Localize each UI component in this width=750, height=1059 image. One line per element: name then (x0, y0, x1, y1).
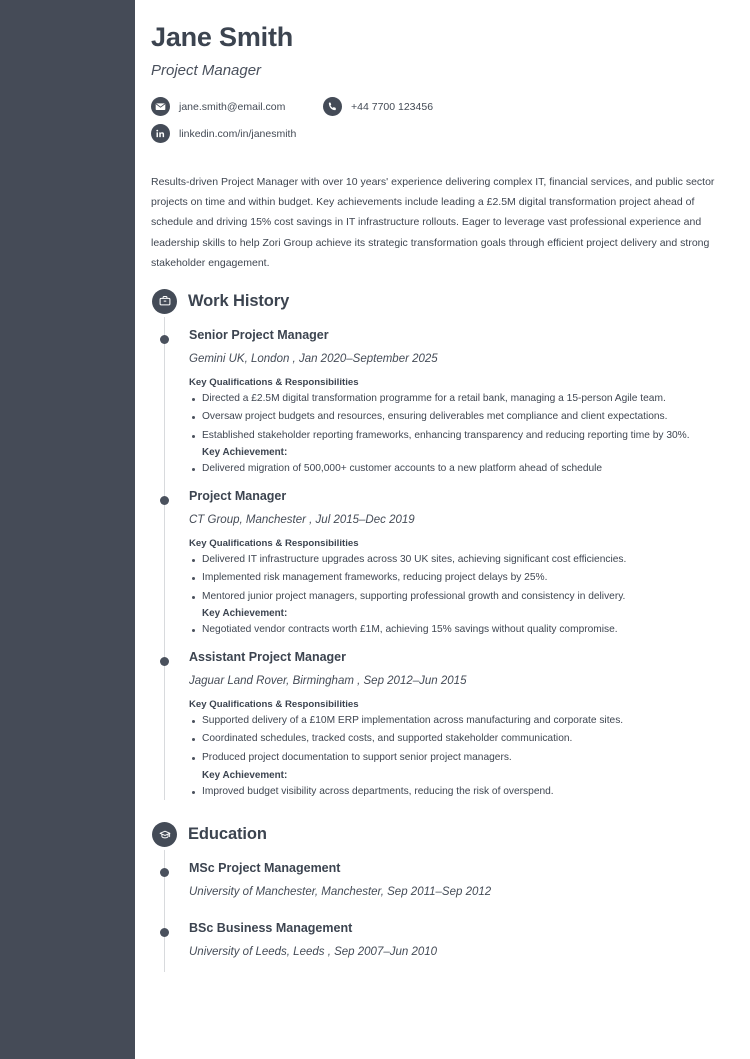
work-entry (165, 317, 738, 478)
work-entry (165, 480, 738, 639)
contact-phone-text: +44 7700 123456 (351, 100, 434, 113)
timeline-dot (160, 657, 169, 666)
bullet-item: Mentored junior project managers, supporting professional growth and consistency in delivery. (189, 589, 738, 606)
job-meta: CT Group, Manchester , Jul 2015–Dec 2019 (189, 513, 415, 526)
bullet-item: Established stakeholder reporting frameworks, enhancing transparency and reducing reporting time by 30%. (189, 428, 738, 445)
bullet-item: Produced project documentation to support senior project managers. (189, 750, 738, 767)
degree-meta: University of Leeds, Leeds , Sep 2007–Jun 2010 (189, 946, 438, 959)
job-title: Assistant Project Manager (189, 649, 346, 664)
contact-email-text: jane.smith@email.com (179, 100, 286, 113)
timeline-dot (160, 496, 169, 505)
contact-linkedin[interactable] (151, 124, 296, 143)
bullet-item: Delivered IT infrastructure upgrades across 30 UK sites, achieving significant cost efficiencies. (189, 552, 738, 569)
education-timeline (164, 850, 738, 972)
job-achievements (189, 784, 738, 801)
professional-summary: Results-driven Project Manager with over 10 years' experience delivering complex IT, financial services, and public sector projects on time and within budget. Key achievements include leading a £2.5M digital transformation project ahead of schedule and driving 15% cost savings in IT infrastructure rollouts. Eager to leverage vast professional experience and leadership skills to help Zori Group achieve its strategic transformation goals through efficient project delivery and strong stakeholder engagement. (151, 176, 715, 269)
qualifications-label: Key Qualifications & Responsibilities (189, 537, 359, 549)
achievement-label: Key Achievement: (202, 769, 288, 781)
bullet-item: Supported delivery of a £10M ERP implementation across manufacturing and corporate sites. (189, 713, 738, 730)
candidate-name: Jane Smith (151, 22, 294, 52)
job-bullets (189, 391, 738, 445)
bullet-item: Oversaw project budgets and resources, ensuring deliverables met compliance and client expectations. (189, 409, 738, 426)
degree-title: BSc Business Management (189, 921, 353, 936)
contact-phone[interactable] (323, 97, 433, 116)
work-history-header (151, 289, 738, 314)
job-meta: Gemini UK, London , Jan 2020–September 2025 (189, 352, 438, 365)
section-education (151, 822, 738, 972)
job-title: Senior Project Manager (189, 327, 329, 342)
degree-meta: University of Manchester, Manchester, Sep 2011–Sep 2012 (189, 886, 492, 899)
contact-list (151, 97, 738, 143)
bullet-item: Negotiated vendor contracts worth £1M, achieving 15% savings without quality compromise. (189, 622, 738, 639)
resume-header (151, 22, 738, 143)
job-meta: Jaguar Land Rover, Birmingham , Sep 2012–Jun 2015 (189, 674, 467, 687)
resume-content (135, 0, 750, 1059)
job-achievements (189, 622, 738, 639)
education-entry (165, 850, 738, 912)
education-header (151, 822, 738, 847)
briefcase-icon (152, 289, 177, 314)
qualifications-label: Key Qualifications & Responsibilities (189, 376, 359, 388)
bullet-item: Delivered migration of 500,000+ customer accounts to a new platform ahead of schedule (189, 461, 738, 478)
contact-row (151, 97, 738, 116)
contact-row (151, 124, 738, 143)
bullet-item: Implemented risk management frameworks, reducing project delays by 25%. (189, 570, 738, 587)
degree-title: MSc Project Management (189, 861, 341, 876)
achievement-label: Key Achievement: (202, 608, 288, 620)
qualifications-label: Key Qualifications & Responsibilities (189, 698, 359, 710)
work-history-title: Work History (188, 291, 290, 310)
job-achievements (189, 461, 738, 478)
work-entry (165, 641, 738, 800)
contact-linkedin-text: linkedin.com/in/janesmith (179, 127, 297, 140)
linkedin-icon (151, 124, 170, 143)
education-title: Education (188, 825, 267, 844)
bullet-item: Coordinated schedules, tracked costs, and supported stakeholder communication. (189, 731, 738, 748)
bullet-item: Improved budget visibility across departments, reducing the risk of overspend. (189, 784, 738, 801)
job-bullets (189, 713, 738, 767)
phone-icon (323, 97, 342, 116)
job-title: Project Manager (189, 488, 287, 503)
envelope-icon (151, 97, 170, 116)
section-work-history (151, 289, 738, 800)
timeline-dot (160, 928, 169, 937)
sidebar-accent-bar (0, 0, 135, 1059)
timeline-dot (160, 335, 169, 344)
job-bullets (189, 552, 738, 606)
education-entry (165, 912, 738, 972)
bullet-item: Directed a £2.5M digital transformation programme for a retail bank, managing a 15-person Agile team. (189, 391, 738, 408)
contact-email[interactable] (151, 97, 323, 116)
graduation-cap-icon (152, 822, 177, 847)
work-history-timeline (164, 317, 738, 800)
candidate-role: Project Manager (151, 62, 262, 80)
timeline-dot (160, 868, 169, 877)
achievement-label: Key Achievement: (202, 447, 288, 459)
